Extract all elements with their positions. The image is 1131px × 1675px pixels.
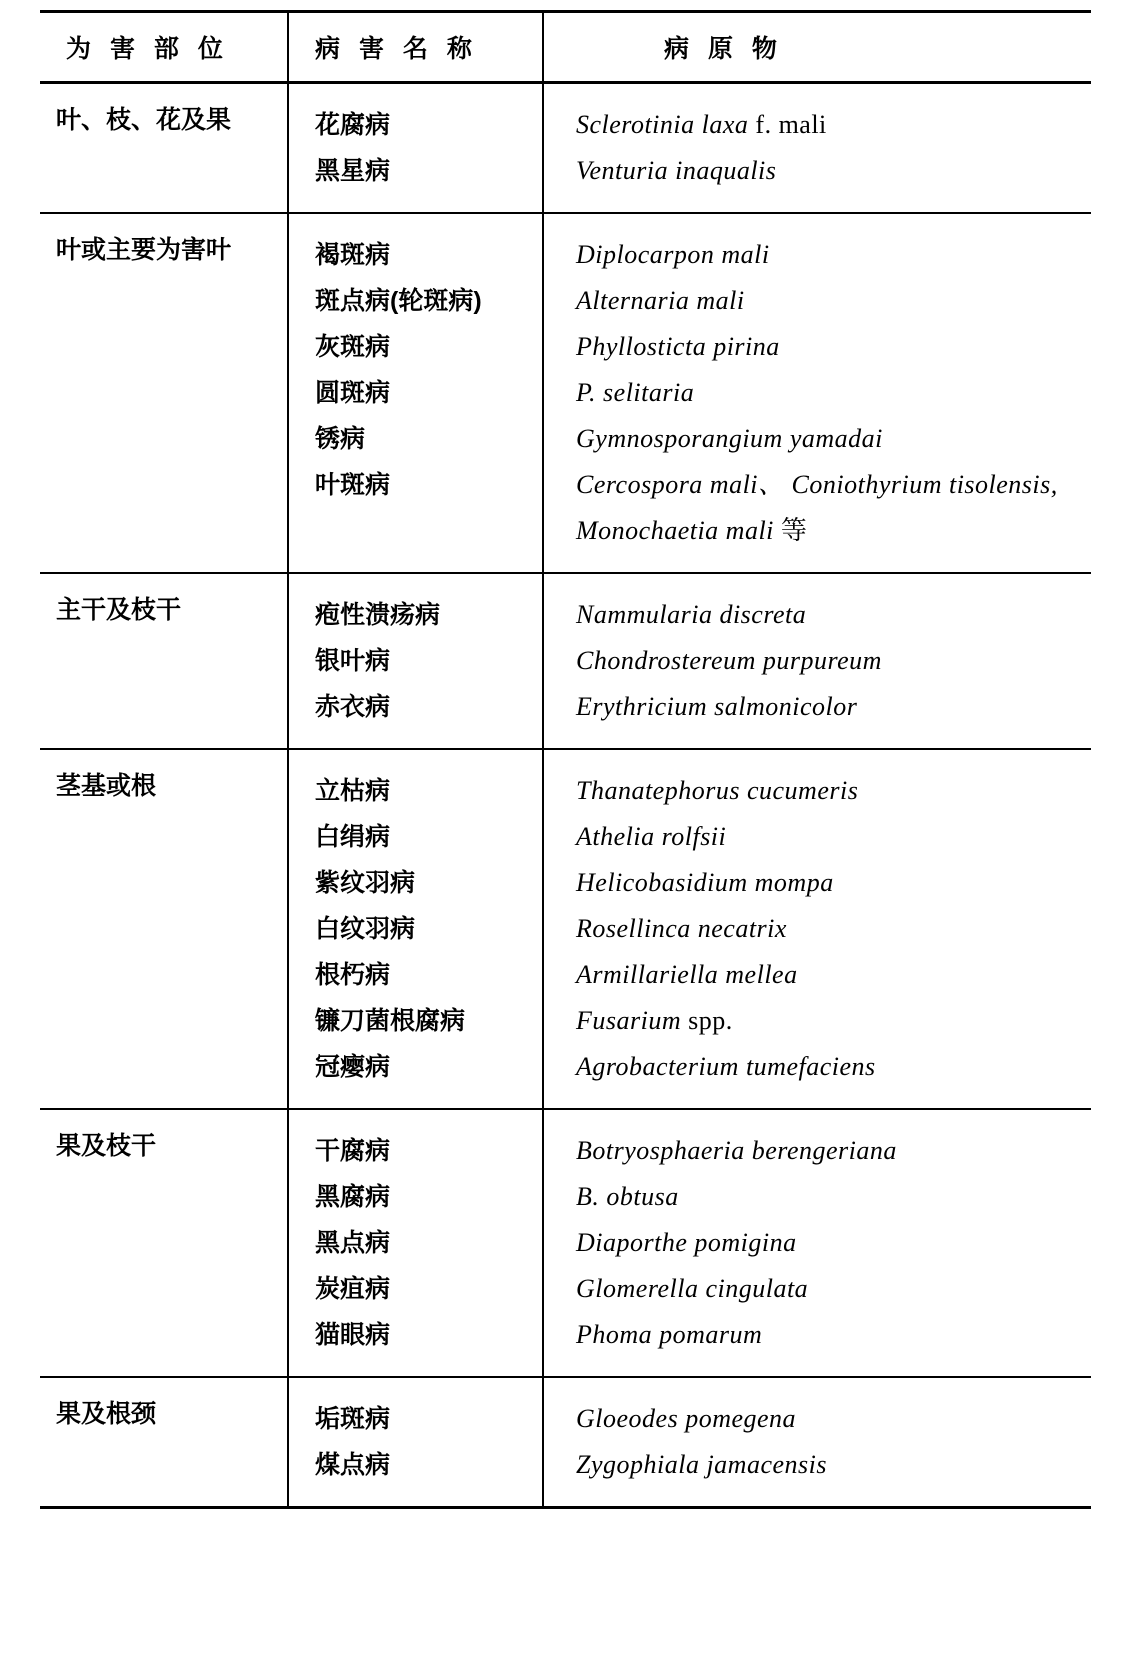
section-part: 叶、枝、花及果 [40, 83, 288, 214]
section-names [288, 1109, 543, 1377]
table-row [40, 749, 1091, 1109]
pathogen-name: Diplocarpon mali [576, 240, 770, 269]
pathogen-name: Diaporthe pomigina [576, 1228, 797, 1257]
header-name [288, 12, 543, 83]
disease-name: 镰刀菌根腐病 [315, 1007, 466, 1035]
table-row [40, 573, 1091, 749]
pathogen-name: Cercospora mali、 Coniothyrium tisolensis, Monochaetia mali 等 [576, 470, 1058, 545]
pathogen-name: Phoma pomarum [576, 1320, 763, 1349]
section-names [288, 749, 543, 1109]
disease-name: 白纹羽病 [315, 915, 416, 943]
pathogen-name: Chondrostereum purpureum [576, 646, 882, 675]
disease-name: 干腐病 [315, 1137, 391, 1165]
disease-name: 黑点病 [315, 1229, 391, 1257]
pathogen-name: Sclerotinia laxa f. mali [576, 110, 827, 139]
disease-name: 锈病 [315, 425, 366, 453]
disease-name: 煤点病 [315, 1451, 391, 1479]
disease-name: 赤衣病 [315, 693, 391, 721]
section-agents [543, 213, 1091, 573]
section-agents [543, 1109, 1091, 1377]
section-names [288, 213, 543, 573]
disease-name: 黑腐病 [315, 1183, 391, 1211]
table-body [40, 83, 1091, 1508]
pathogen-name: Glomerella cingulata [576, 1274, 809, 1303]
disease-name: 垢斑病 [315, 1405, 391, 1433]
header-agent-label: 病 原 物 [664, 35, 783, 63]
header-part-label: 为 害 部 位 [66, 35, 229, 63]
disease-name: 疱性溃疡病 [315, 601, 441, 629]
pathogen-name: Agrobacterium tumefaciens [576, 1052, 876, 1081]
header-name-label: 病 害 名 称 [315, 35, 478, 63]
table-row [40, 1109, 1091, 1377]
pathogen-name: Helicobasidium mompa [576, 868, 834, 897]
section-agents [543, 749, 1091, 1109]
disease-name: 黑星病 [315, 157, 391, 185]
section-agents [543, 573, 1091, 749]
section-part: 茎基或根 [40, 749, 288, 1109]
disease-name: 炭疽病 [315, 1275, 391, 1303]
disease-name: 白绢病 [315, 823, 391, 851]
pathogen-name: Gloeodes pomegena [576, 1404, 797, 1433]
pathogen-name: Venturia inaqualis [576, 156, 777, 185]
pathogen-name: Fusarium spp. [576, 1006, 733, 1035]
pathogen-name: Alternaria mali [576, 286, 745, 315]
pathogen-name: Thanatephorus cucumeris [576, 776, 859, 805]
table-row [40, 83, 1091, 214]
section-part: 果及枝干 [40, 1109, 288, 1377]
table-row [40, 1377, 1091, 1508]
disease-name: 冠瘿病 [315, 1053, 391, 1081]
disease-name: 银叶病 [315, 647, 391, 675]
table-header-row [40, 12, 1091, 83]
pathogen-name: Erythricium salmonicolor [576, 692, 858, 721]
section-names [288, 573, 543, 749]
pathogen-name: B. obtusa [576, 1182, 679, 1211]
pathogen-name: Botryosphaeria berengeriana [576, 1136, 897, 1165]
section-agents [543, 83, 1091, 214]
section-part: 果及根颈 [40, 1377, 288, 1508]
pathogen-name: Armillariella mellea [576, 960, 798, 989]
disease-name: 根朽病 [315, 961, 391, 989]
disease-name: 叶斑病 [315, 471, 391, 499]
disease-name: 褐斑病 [315, 241, 391, 269]
disease-name: 猫眼病 [315, 1321, 391, 1349]
section-part: 叶或主要为害叶 [40, 213, 288, 573]
pathogen-name: Zygophiala jamacensis [576, 1450, 827, 1479]
header-agent [543, 12, 1091, 83]
pathogen-name: Nammularia discreta [576, 600, 807, 629]
disease-name: 紫纹羽病 [315, 869, 416, 897]
section-agents [543, 1377, 1091, 1508]
section-part: 主干及枝干 [40, 573, 288, 749]
disease-name: 立枯病 [315, 777, 391, 805]
disease-name: 花腐病 [315, 111, 391, 139]
pathogen-name: P. selitaria [576, 378, 695, 407]
pathogen-name: Rosellinca necatrix [576, 914, 787, 943]
pathogen-name: Phyllosticta pirina [576, 332, 780, 361]
section-names [288, 83, 543, 214]
disease-name: 斑点病(轮斑病) [315, 287, 482, 315]
disease-name: 灰斑病 [315, 333, 391, 361]
disease-name: 圆斑病 [315, 379, 391, 407]
pathogen-name: Athelia rolfsii [576, 822, 727, 851]
section-names [288, 1377, 543, 1508]
table-row [40, 213, 1091, 573]
pathogen-name: Gymnosporangium yamadai [576, 424, 883, 453]
table-head [40, 12, 1091, 83]
disease-table [40, 10, 1091, 1509]
header-part [40, 12, 288, 83]
